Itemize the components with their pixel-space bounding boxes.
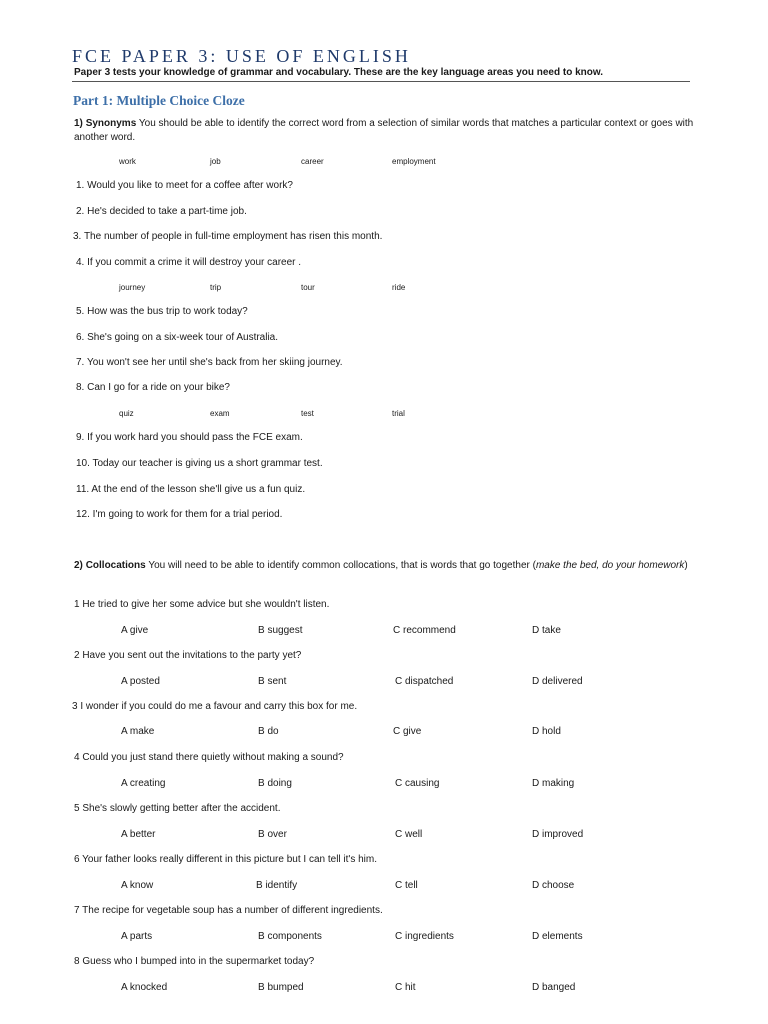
synonym-question: 6. She's going on a six-week tour of Australia.: [76, 332, 279, 343]
answer-option: C well: [395, 829, 423, 840]
answer-option: D banged: [532, 982, 576, 993]
page-title: FCE PAPER 3: USE OF ENGLISH: [72, 46, 411, 66]
collocations-intro: [74, 559, 694, 573]
collocations-intro-text: You will need to be able to identify common collocations, that is words that go together (: [148, 560, 536, 571]
answer-option: A better: [121, 829, 156, 840]
collocation-question: 6 Your father looks really different in this picture but I can tell it's him.: [74, 854, 377, 865]
answer-option: B sent: [258, 676, 287, 687]
synonym-question: 9. If you work hard you should pass the FCE exam.: [76, 432, 303, 443]
synonyms-intro: [74, 117, 694, 144]
word-option: trip: [210, 283, 222, 292]
word-option: work: [119, 157, 136, 166]
synonym-question: 5. How was the bus trip to work today?: [76, 306, 248, 317]
answer-option: A give: [121, 625, 149, 636]
answer-option: C causing: [395, 778, 440, 789]
collocation-question: 7 The recipe for vegetable soup has a number of different ingredients.: [74, 905, 383, 916]
collocation-question: 1 He tried to give her some advice but she wouldn't listen.: [74, 599, 330, 610]
collocations-intro-example: make the bed, do your homework: [535, 560, 685, 571]
answer-option: B suggest: [258, 625, 303, 636]
word-option: quiz: [119, 409, 134, 418]
word-option: employment: [392, 157, 436, 166]
collocations-number: 2): [74, 560, 83, 571]
answer-option: B do: [258, 726, 279, 737]
answer-option: C give: [393, 726, 422, 737]
answer-option: A posted: [121, 676, 160, 687]
synonym-question: 11. At the end of the lesson she'll give us a fun quiz.: [76, 484, 306, 495]
collocations-intro-end: ): [684, 560, 688, 571]
answer-option: A knocked: [121, 982, 168, 993]
answer-option: C tell: [395, 880, 418, 891]
answer-option: A creating: [121, 778, 166, 789]
synonym-question: 2. He's decided to take a part-time job.: [76, 206, 247, 217]
synonym-question: 7. You won't see her until she's back from her skiing journey.: [76, 357, 343, 368]
synonym-question: 1. Would you like to meet for a coffee after work?: [76, 180, 293, 191]
answer-option: B identify: [256, 880, 298, 891]
answer-option: C hit: [395, 982, 416, 993]
answer-option: D delivered: [532, 676, 583, 687]
synonyms-intro-text: You should be able to identify the correct word from a selection of similar words that matches a particular context or goes with another word.: [74, 118, 694, 143]
collocations-label: Collocations: [85, 560, 146, 571]
answer-option: B doing: [258, 778, 292, 789]
word-option: trial: [392, 409, 405, 418]
word-option: career: [301, 157, 324, 166]
collocation-question: 4 Could you just stand there quietly without making a sound?: [74, 752, 344, 763]
answer-option: D improved: [532, 829, 584, 840]
answer-option: D take: [532, 625, 561, 636]
word-option: ride: [392, 283, 406, 292]
answer-option: C recommend: [393, 625, 456, 636]
page-subtitle: Paper 3 tests your knowledge of grammar and vocabulary. These are the key language areas you need to know.: [74, 67, 604, 78]
synonym-question: 3. The number of people in full-time employment has risen this month.: [73, 231, 383, 242]
collocation-question: 3 I wonder if you could do me a favour and carry this box for me.: [72, 701, 358, 712]
answer-option: D elements: [532, 931, 583, 942]
synonym-question: 10. Today our teacher is giving us a short grammar test.: [76, 458, 323, 469]
word-option: test: [301, 409, 314, 418]
answer-option: C dispatched: [395, 676, 454, 687]
answer-option: D choose: [532, 880, 575, 891]
answer-option: B over: [258, 829, 287, 840]
collocation-question: 8 Guess who I bumped into in the supermarket today?: [74, 956, 315, 967]
synonym-question: 12. I'm going to work for them for a trial period.: [76, 509, 283, 520]
answer-option: A parts: [121, 931, 153, 942]
answer-option: C ingredients: [395, 931, 454, 942]
collocation-question: 5 She's slowly getting better after the accident.: [74, 803, 281, 814]
answer-option: D hold: [532, 726, 561, 737]
part-1-heading: Part 1: Multiple Choice Cloze: [73, 93, 245, 108]
word-option: journey: [119, 283, 146, 292]
synonyms-number: 1): [74, 118, 83, 129]
answer-option: D making: [532, 778, 575, 789]
word-option: exam: [210, 409, 230, 418]
answer-option: B bumped: [258, 982, 304, 993]
answer-option: B components: [258, 931, 322, 942]
answer-option: A know: [121, 880, 154, 891]
word-option: job: [210, 157, 221, 166]
collocation-question: 2 Have you sent out the invitations to the party yet?: [74, 650, 302, 661]
synonym-question: 8. Can I go for a ride on your bike?: [76, 382, 230, 393]
answer-option: A make: [121, 726, 155, 737]
synonym-question: 4. If you commit a crime it will destroy your career .: [76, 257, 302, 268]
title-divider: [72, 81, 690, 82]
word-option: tour: [301, 283, 315, 292]
synonyms-label: Synonyms: [85, 118, 137, 129]
